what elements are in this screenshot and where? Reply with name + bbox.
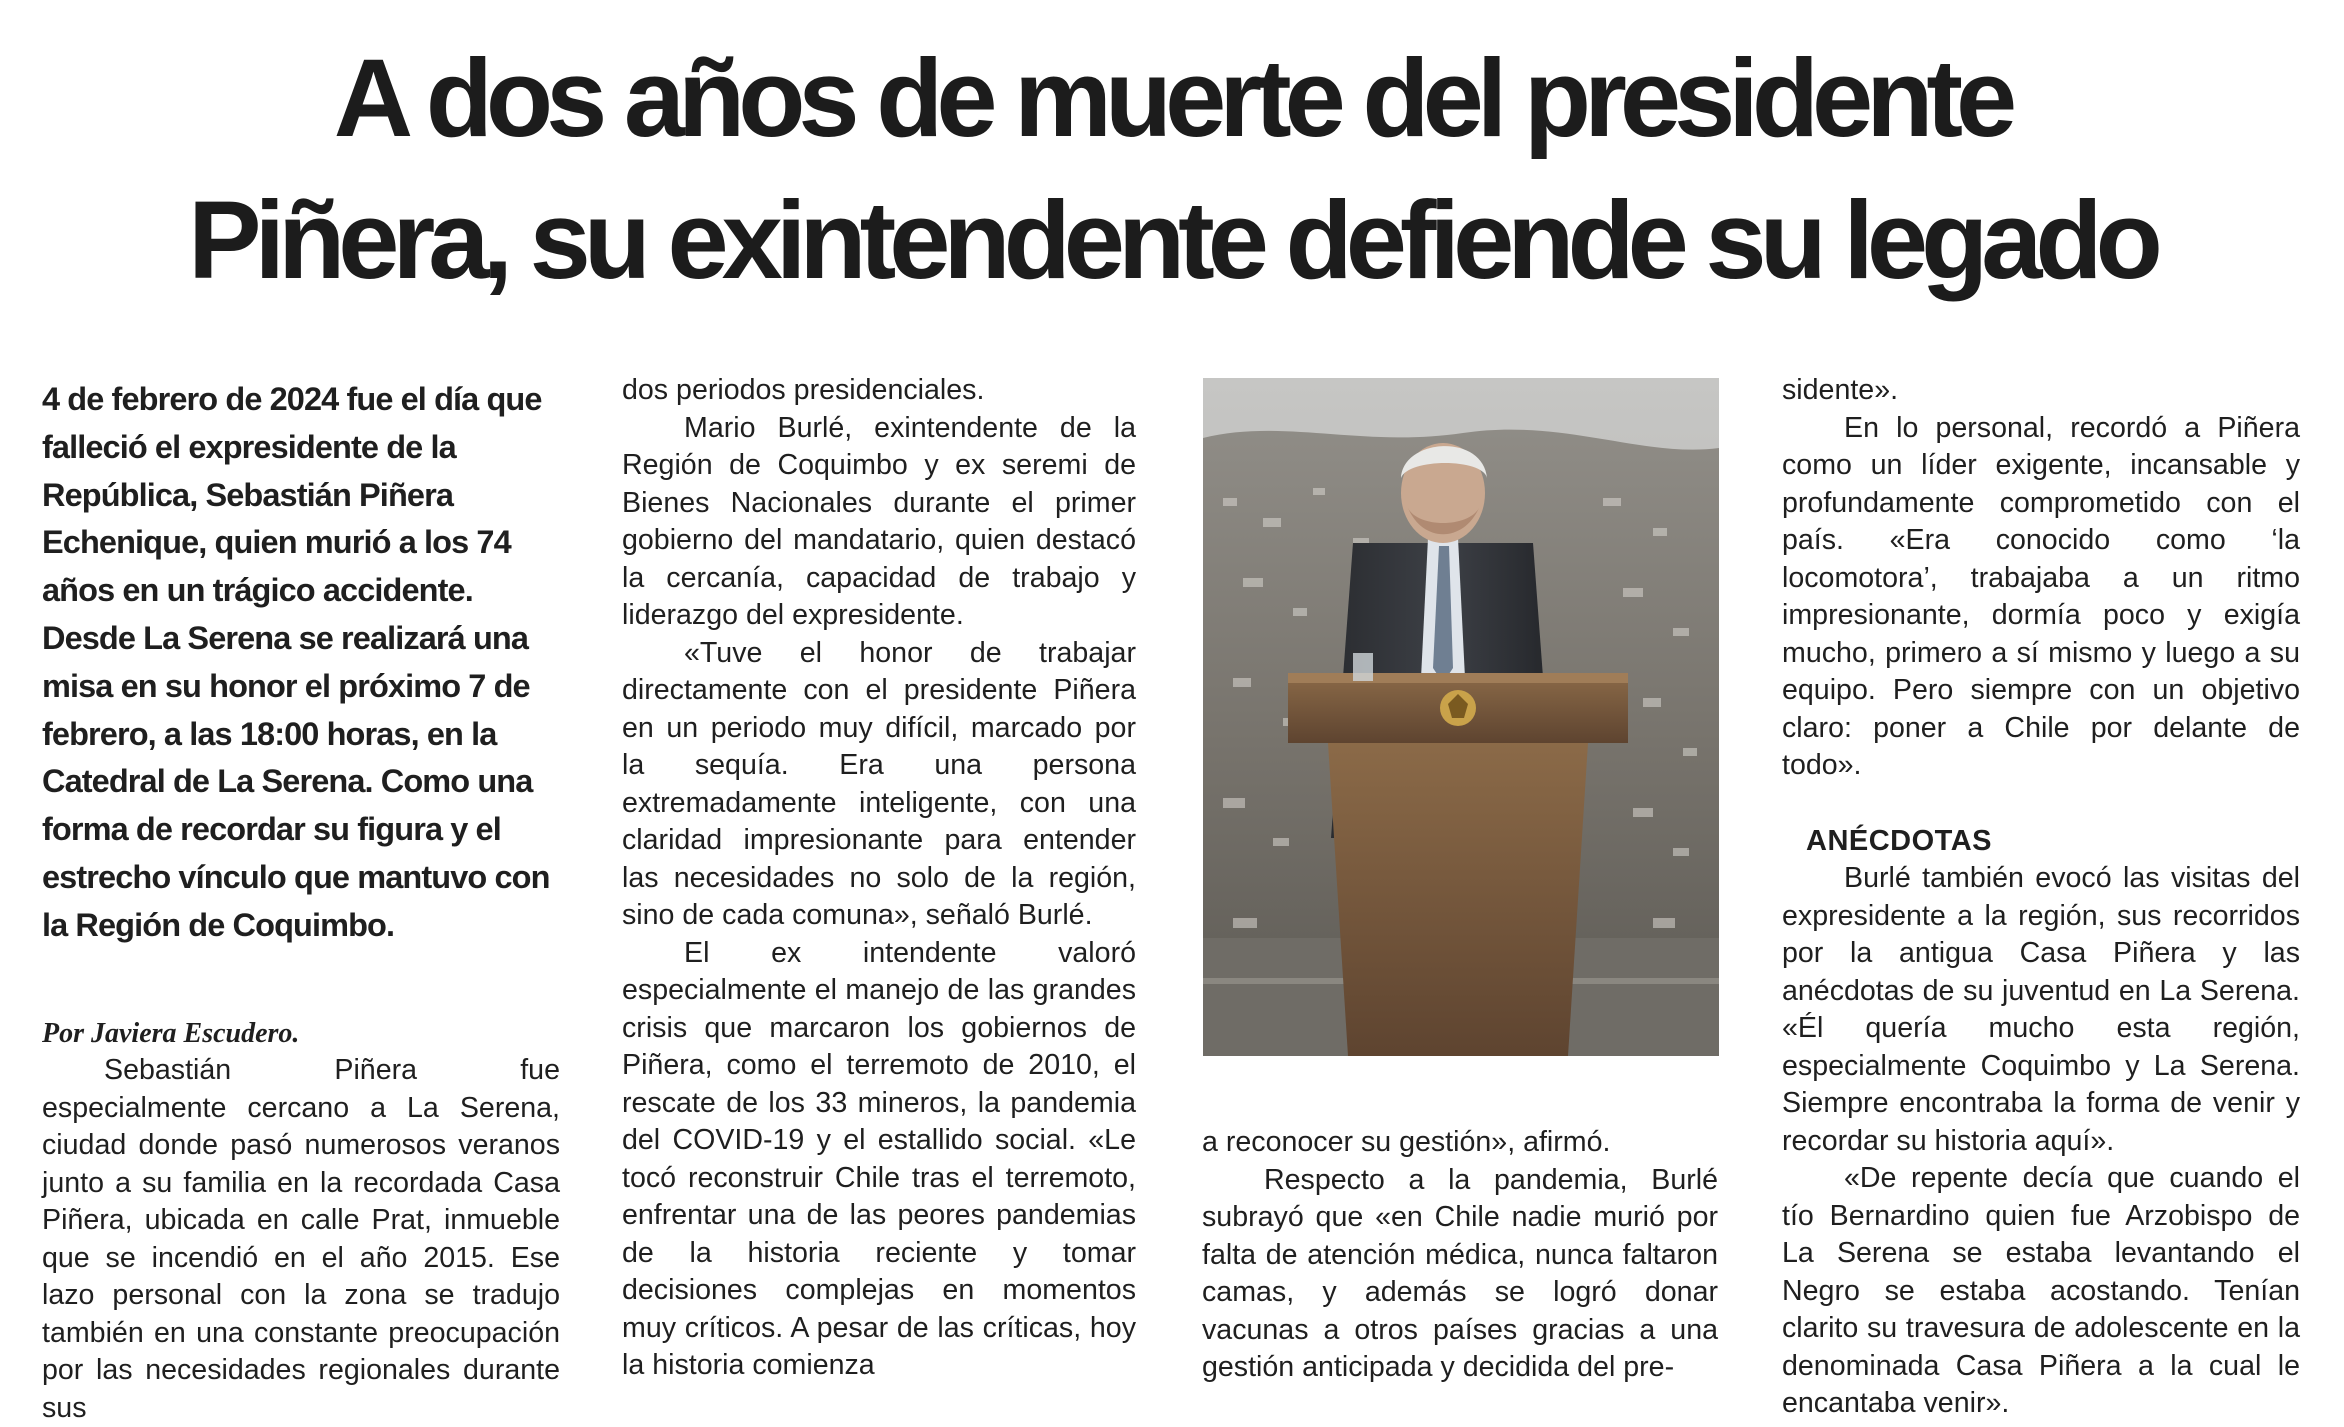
body-paragraph-5: Respecto a la pandemia, Burlé subrayó que «en Chile nadie murió por falta de atención médica, nunca faltaron camas, y además se logró donar vacunas a otros países gracias a una gestión anticipada y decidida del pre-	[1202, 1163, 1718, 1383]
body-paragraph-4-continued: a reconocer su gestión», afirmó.	[1202, 1126, 1611, 1158]
body-paragraph-1-continued: dos periodos presidenciales.	[622, 374, 985, 406]
body-paragraph-8: «De repente decía que cuando el tío Bernardino quien fue Arzobispo de La Serena se estaba levantando el Negro se estaba acostando. Tenían clarito su travesura de adolescente en la denominada Casa Piñera a la cual le encantaba venir».	[1782, 1162, 2300, 1419]
photo-illustration	[1203, 378, 1719, 1056]
headline-line-2: Piñera, su exintendente defiende su legado	[188, 179, 2156, 302]
lead-text: 4 de febrero de 2024 fue el día que falleció el expresidente de la República, Sebastián Piñera Echenique, quien murió a los 74 años en un trágico accidente. Desde La Serena se realizará una misa en su honor el próximo 7 de febrero, a las 18:00 horas, en la Catedral de La Serena. Como una forma de recordar su figura y el estrecho vínculo que mantuvo con la Región de Coquimbo.	[42, 381, 550, 943]
body-paragraph-4: El ex intendente valoró especialmente el manejo de las grandes crisis que marcaron los gobiernos de Piñera, como el terremoto de 2010, el rescate de los 33 mineros, la pandemia del COVID-19 y el estallido social. «Le tocó reconstruir Chile tras el terremoto, enfrentar una de las peores pandemias de la historia reciente y tomar decisiones complejas en momentos muy críticos. A pesar de las críticas, hoy la historia comienza	[622, 936, 1136, 1381]
body-paragraph-6: En lo personal, recordó a Piñera como un líder exigente, incansable y profundamente comprometido con el país. «Era conocido como ‘la locomotora’, trabajaba a un ritmo impresionante, dormía poco y exigía mucho, primero a sí mismo y luego a su equipo. Pero siempre con un objetivo claro: poner a Chile por delante de todo».	[1782, 411, 2300, 781]
lead-paragraph	[42, 376, 560, 950]
headline	[0, 28, 2344, 312]
body-paragraph-5-continued: sidente».	[1782, 374, 1899, 406]
byline: Por Javiera Escudero.	[42, 1018, 300, 1049]
body-paragraph-3: «Tuve el honor de trabajar directamente con el presidente Piñera en un periodo muy difícil, marcado por la sequía. Era una persona extremadamente inteligente, con una claridad impresionante para entender las necesidades no solo de la región, sino de cada comuna», señaló Burlé.	[622, 636, 1136, 931]
subhead-anecdotas: ANÉCDOTAS	[1806, 824, 1993, 857]
body-paragraph-1: Sebastián Piñera fue especialmente cercano a La Serena, ciudad donde pasó numerosos veranos junto a su familia en la recordada Casa Piñera, ubicada en calle Prat, inmueble que se incendió en el año 2015. Ese lazo personal con la zona se tradujo también en una constante preocupación por las necesidades regionales durante sus	[42, 1054, 560, 1424]
column-3	[1202, 1124, 1718, 1387]
column-1	[42, 1052, 560, 1427]
photo-president-at-podium	[1203, 378, 1719, 1056]
column-4	[1782, 372, 2300, 1423]
headline-line-1: A dos años de muerte del presidente	[333, 37, 2011, 160]
column-2	[622, 372, 1136, 1385]
body-paragraph-2: Mario Burlé, exintendente de la Región de Coquimbo y ex seremi de Bienes Nacionales durante el primer gobierno del mandatario, quien destacó la cercanía, capacidad de trabajo y liderazgo del expresidente.	[622, 411, 1136, 631]
body-paragraph-7: Burlé también evocó las visitas del expresidente a la región, sus recorridos por la antigua Casa Piñera y las anécdotas de su juventud en La Serena. «Él quería mucho esta región, especialmente Coquimbo y La Serena. Siempre encontraba la forma de venir y recordar su historia aquí».	[1782, 862, 2300, 1157]
